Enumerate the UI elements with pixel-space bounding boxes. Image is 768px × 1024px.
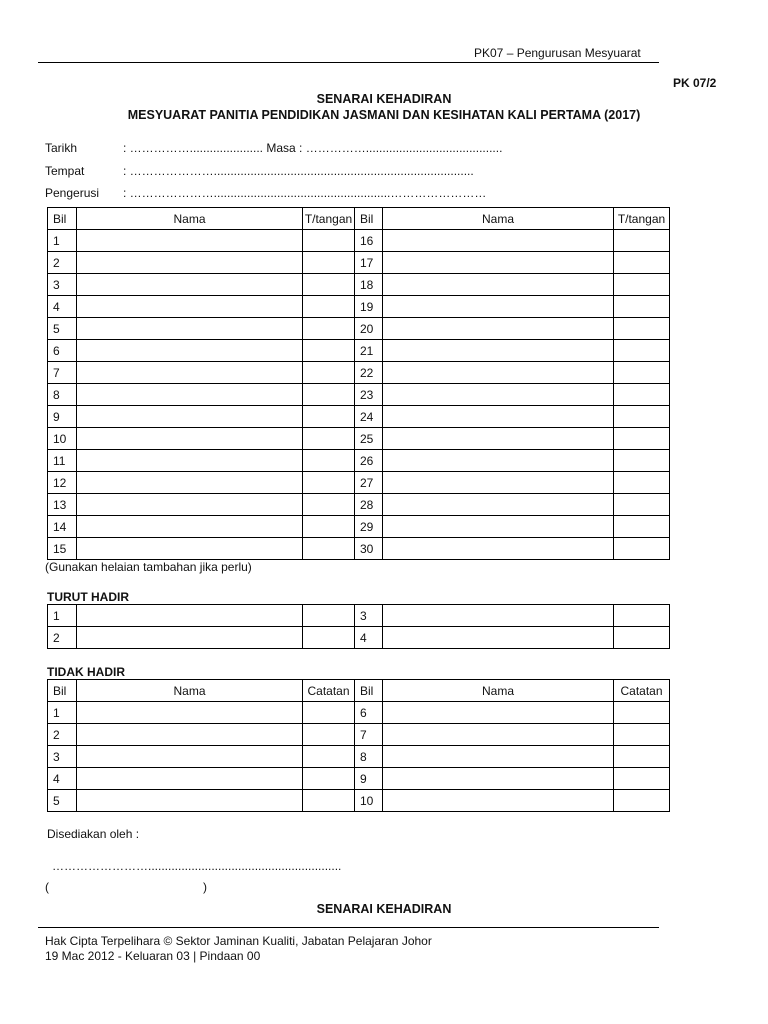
name-cell[interactable]	[383, 494, 614, 516]
remark-cell[interactable]	[614, 428, 670, 450]
row-number: 12	[48, 472, 77, 494]
remark-cell[interactable]	[303, 274, 355, 296]
remark-cell[interactable]	[303, 230, 355, 252]
remark-cell[interactable]	[303, 384, 355, 406]
remark-cell[interactable]	[303, 746, 355, 768]
masa-label: Masa	[266, 141, 296, 155]
name-cell[interactable]	[383, 296, 614, 318]
row-number: 6	[48, 340, 77, 362]
name-cell[interactable]	[77, 516, 303, 538]
name-cell[interactable]	[77, 406, 303, 428]
turut-hadir-row	[48, 627, 670, 649]
meeting-title: MESYUARAT PANITIA PENDIDIKAN JASMANI DAN KESIHATAN KALI PERTAMA (2017)	[127, 108, 641, 122]
bil-header: Bil	[48, 208, 77, 230]
row-number: 25	[355, 428, 383, 450]
row-number: 30	[355, 538, 383, 560]
name-cell[interactable]	[383, 627, 614, 649]
remark-cell[interactable]	[614, 362, 670, 384]
name-cell[interactable]	[383, 230, 614, 252]
tidak-hadir-row	[48, 746, 670, 768]
row-number: 16	[355, 230, 383, 252]
name-cell[interactable]	[77, 627, 303, 649]
tempat-value[interactable]: : …………………..............................................................................	[123, 164, 474, 178]
row-number: 10	[48, 428, 77, 450]
remark-cell[interactable]	[303, 516, 355, 538]
row-number: 1	[48, 230, 77, 252]
remark-cell[interactable]	[303, 340, 355, 362]
table-header-row	[48, 680, 670, 702]
field-pengerusi	[45, 186, 486, 200]
field-tarikh-masa	[45, 141, 502, 155]
name-cell[interactable]	[77, 230, 303, 252]
nama-header: Nama	[383, 680, 614, 702]
remark-cell[interactable]	[614, 494, 670, 516]
bil-header: Bil	[355, 208, 383, 230]
remark-cell[interactable]	[614, 384, 670, 406]
remark-cell[interactable]	[614, 450, 670, 472]
remark-cell[interactable]	[303, 605, 355, 627]
field-tempat	[45, 164, 474, 178]
turut-hadir-table	[47, 604, 670, 649]
row-number: 17	[355, 252, 383, 274]
remark-cell[interactable]	[614, 746, 670, 768]
row-number: 8	[355, 746, 383, 768]
remark-cell[interactable]	[614, 627, 670, 649]
row-number: 21	[355, 340, 383, 362]
name-cell[interactable]	[77, 702, 303, 724]
row-number: 27	[355, 472, 383, 494]
bil-header: Bil	[355, 680, 383, 702]
name-cell[interactable]	[383, 746, 614, 768]
row-number: 1	[48, 702, 77, 724]
remark-cell[interactable]	[303, 790, 355, 812]
masa-value[interactable]: : …………….........................................	[299, 141, 503, 155]
attendance-row	[48, 428, 670, 450]
name-cell[interactable]	[383, 252, 614, 274]
attendance-row	[48, 406, 670, 428]
bil-header: Bil	[48, 680, 77, 702]
row-number: 18	[355, 274, 383, 296]
row-number: 28	[355, 494, 383, 516]
attendance-row	[48, 340, 670, 362]
row-number: 4	[48, 296, 77, 318]
remark-cell[interactable]	[614, 318, 670, 340]
row-number: 29	[355, 516, 383, 538]
revision-text: 19 Mac 2012 - Keluaran 03 | Pindaan 00	[45, 949, 261, 963]
form-code: PK 07/2	[673, 76, 717, 90]
name-cell[interactable]	[383, 724, 614, 746]
row-number: 10	[355, 790, 383, 812]
attendance-row	[48, 516, 670, 538]
remark-header: Catatan	[303, 680, 355, 702]
attendance-row	[48, 472, 670, 494]
row-number: 4	[355, 627, 383, 649]
row-number: 1	[48, 605, 77, 627]
remark-cell[interactable]	[303, 296, 355, 318]
remark-cell[interactable]	[614, 406, 670, 428]
name-cell[interactable]	[383, 702, 614, 724]
nama-header: Nama	[77, 680, 303, 702]
remark-cell[interactable]	[303, 494, 355, 516]
row-number: 3	[48, 274, 77, 296]
row-number: 7	[48, 362, 77, 384]
name-cell[interactable]	[77, 746, 303, 768]
turut-hadir-row	[48, 605, 670, 627]
name-cell[interactable]	[383, 428, 614, 450]
row-number: 20	[355, 318, 383, 340]
name-cell[interactable]	[383, 472, 614, 494]
remark-header: T/tangan	[303, 208, 355, 230]
row-number: 19	[355, 296, 383, 318]
remark-cell[interactable]	[303, 768, 355, 790]
header-rule	[38, 62, 659, 63]
tidak-hadir-table	[47, 679, 670, 812]
row-number: 8	[48, 384, 77, 406]
remark-cell[interactable]	[303, 252, 355, 274]
row-number: 9	[355, 768, 383, 790]
remark-header: T/tangan	[614, 208, 670, 230]
remark-cell[interactable]	[614, 516, 670, 538]
name-cell[interactable]	[383, 318, 614, 340]
remark-cell[interactable]	[303, 406, 355, 428]
remark-cell[interactable]	[614, 274, 670, 296]
attendance-row	[48, 450, 670, 472]
name-cell[interactable]	[383, 538, 614, 560]
document-title: SENARAI KEHADIRAN	[316, 92, 452, 106]
remark-cell[interactable]	[614, 538, 670, 560]
attendance-row	[48, 274, 670, 296]
row-number: 2	[48, 627, 77, 649]
name-cell[interactable]	[77, 252, 303, 274]
pengerusi-value[interactable]: : ………………….....................................................……………………	[123, 186, 487, 200]
remark-cell[interactable]	[303, 450, 355, 472]
row-number: 14	[48, 516, 77, 538]
tidak-hadir-row	[48, 790, 670, 812]
extra-sheet-note: (Gunakan helaian tambahan jika perlu)	[45, 560, 252, 574]
tempat-label: Tempat	[45, 164, 85, 178]
attendance-row	[48, 296, 670, 318]
tidak-hadir-row	[48, 702, 670, 724]
turut-hadir-heading: TURUT HADIR	[47, 590, 129, 604]
name-cell[interactable]	[77, 538, 303, 560]
row-number: 9	[48, 406, 77, 428]
remark-cell[interactable]	[614, 472, 670, 494]
remark-cell[interactable]	[303, 724, 355, 746]
name-cell[interactable]	[77, 296, 303, 318]
remark-cell[interactable]	[303, 702, 355, 724]
remark-cell[interactable]	[614, 296, 670, 318]
remark-cell[interactable]	[614, 702, 670, 724]
name-cell[interactable]	[77, 362, 303, 384]
remark-header: Catatan	[614, 680, 670, 702]
tidak-hadir-row	[48, 724, 670, 746]
name-cell[interactable]	[77, 472, 303, 494]
nama-header: Nama	[383, 208, 614, 230]
name-cell[interactable]	[77, 724, 303, 746]
remark-cell[interactable]	[303, 428, 355, 450]
remark-cell[interactable]	[614, 340, 670, 362]
remark-cell[interactable]	[614, 605, 670, 627]
row-number: 15	[48, 538, 77, 560]
name-cell[interactable]	[383, 384, 614, 406]
row-number: 24	[355, 406, 383, 428]
name-cell[interactable]	[383, 340, 614, 362]
tarikh-value[interactable]: : ……………......................	[123, 141, 264, 155]
name-cell[interactable]	[383, 605, 614, 627]
name-cell[interactable]	[77, 318, 303, 340]
name-cell[interactable]	[383, 790, 614, 812]
name-cell[interactable]	[77, 790, 303, 812]
remark-cell[interactable]	[614, 724, 670, 746]
row-number: 2	[48, 724, 77, 746]
remark-cell[interactable]	[614, 768, 670, 790]
row-number: 26	[355, 450, 383, 472]
row-number: 5	[48, 318, 77, 340]
name-cell[interactable]	[77, 494, 303, 516]
name-cell[interactable]	[77, 428, 303, 450]
row-number: 7	[355, 724, 383, 746]
row-number: 11	[48, 450, 77, 472]
prepared-by-label: Disediakan oleh :	[47, 827, 140, 841]
row-number: 6	[355, 702, 383, 724]
footer-rule	[38, 927, 659, 928]
name-cell[interactable]	[383, 768, 614, 790]
table-header-row	[48, 208, 670, 230]
attendance-row	[48, 362, 670, 384]
name-cell[interactable]	[383, 274, 614, 296]
row-number: 3	[355, 605, 383, 627]
row-number: 2	[48, 252, 77, 274]
name-cell[interactable]	[77, 274, 303, 296]
attendance-table	[47, 207, 670, 560]
row-number: 3	[48, 746, 77, 768]
remark-cell[interactable]	[614, 790, 670, 812]
name-cell[interactable]	[383, 406, 614, 428]
nama-header: Nama	[77, 208, 303, 230]
attendance-row	[48, 538, 670, 560]
attendance-row	[48, 494, 670, 516]
name-cell[interactable]	[77, 605, 303, 627]
remark-cell[interactable]	[614, 252, 670, 274]
name-paren-open: (	[45, 880, 49, 894]
footer-title: SENARAI KEHADIRAN	[316, 902, 452, 916]
tarikh-label: Tarikh	[45, 141, 78, 155]
remark-cell[interactable]	[303, 318, 355, 340]
remark-cell[interactable]	[303, 472, 355, 494]
pengerusi-label: Pengerusi	[45, 186, 100, 200]
name-cell[interactable]	[383, 450, 614, 472]
row-number: 23	[355, 384, 383, 406]
remark-cell[interactable]	[614, 230, 670, 252]
copyright-text: Hak Cipta Terpelihara © Sektor Jaminan Kualiti, Jabatan Pelajaran Johor	[45, 934, 432, 948]
attendance-row	[48, 252, 670, 274]
name-cell[interactable]	[383, 516, 614, 538]
name-cell[interactable]	[77, 340, 303, 362]
name-cell[interactable]	[383, 362, 614, 384]
tidak-hadir-heading: TIDAK HADIR	[47, 665, 125, 679]
name-paren-close: )	[203, 880, 207, 894]
row-number: 13	[48, 494, 77, 516]
name-cell[interactable]	[77, 768, 303, 790]
remark-cell[interactable]	[303, 627, 355, 649]
row-number: 4	[48, 768, 77, 790]
remark-cell[interactable]	[303, 362, 355, 384]
name-cell[interactable]	[77, 450, 303, 472]
row-number: 5	[48, 790, 77, 812]
name-cell[interactable]	[77, 384, 303, 406]
remark-cell[interactable]	[303, 538, 355, 560]
attendance-row	[48, 230, 670, 252]
signature-line[interactable]: ……………………..........................................................	[52, 859, 342, 873]
header-reference: PK07 – Pengurusan Mesyuarat	[474, 46, 641, 60]
attendance-row	[48, 318, 670, 340]
row-number: 22	[355, 362, 383, 384]
attendance-row	[48, 384, 670, 406]
tidak-hadir-row	[48, 768, 670, 790]
